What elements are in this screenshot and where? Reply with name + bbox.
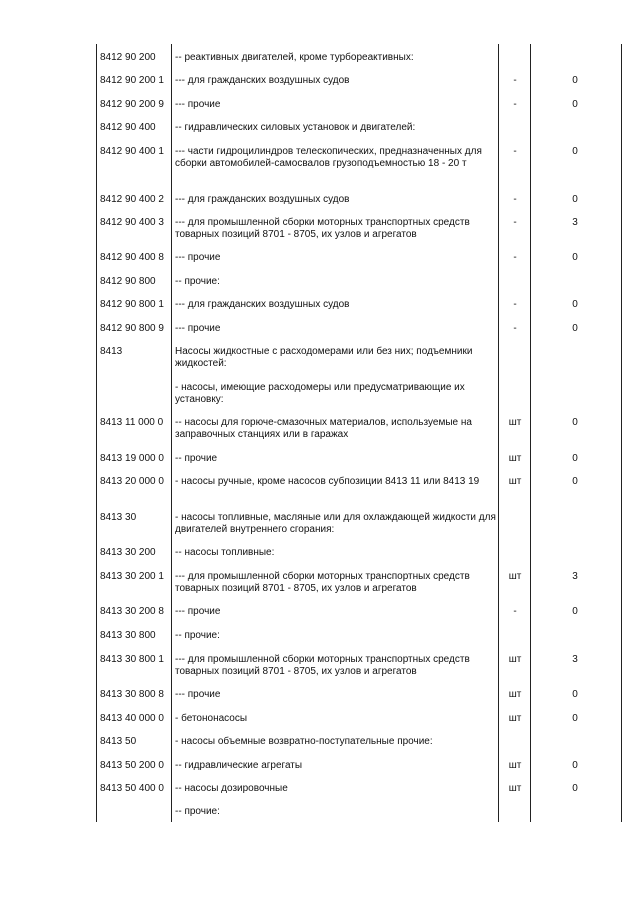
description-paragraph: -- гидравлические агрегаты (175, 760, 303, 771)
description-paragraph: Насосы жидкостные с расходомерами или без них; подъемники жидкостей: (175, 346, 473, 369)
description-paragraph: --- прочие (175, 323, 221, 334)
goods-description (175, 606, 497, 618)
goods-description (175, 654, 497, 678)
description-paragraph: -- гидравлических силовых установок и двигателей: (175, 122, 416, 133)
goods-description (175, 146, 497, 170)
tnved-code: 8413 50 200 0 (100, 760, 164, 771)
goods-description (175, 476, 497, 488)
tnved-code: 8412 90 400 8 (100, 252, 164, 263)
goods-description (175, 122, 497, 134)
tnved-code: 8413 30 200 8 (100, 606, 164, 617)
description-paragraph: --- для гражданских воздушных судов (175, 194, 350, 205)
description-paragraph: --- прочие (175, 252, 221, 263)
duty-rate: 0 (572, 476, 578, 487)
tnved-code: 8413 30 (100, 512, 137, 523)
goods-description (175, 252, 497, 264)
goods-description (175, 453, 497, 465)
tnved-code: 8412 90 400 (100, 122, 156, 133)
unit-of-measure: - (513, 323, 517, 334)
description-paragraph: -- насосы дозировочные (175, 783, 288, 794)
duty-rate: 0 (572, 299, 578, 310)
unit-of-measure: - (513, 217, 517, 228)
tnved-code: 8412 90 400 3 (100, 217, 164, 228)
goods-description (175, 323, 497, 335)
tnved-code: 8412 90 400 1 (100, 146, 164, 157)
column-divider (530, 44, 531, 822)
tnved-code: 8413 19 000 0 (100, 453, 164, 464)
unit-of-measure: шт (508, 453, 522, 464)
description-paragraph: --- для промышленной сборки моторных транспортных средств товарных позиций 8701 - 8705, их узлов и агрегатов (175, 571, 470, 594)
goods-description (175, 194, 497, 206)
goods-description (175, 299, 497, 311)
tnved-code: 8413 40 000 0 (100, 713, 164, 724)
description-paragraph: --- прочие (175, 689, 221, 700)
goods-description (175, 713, 497, 725)
description-paragraph: - насосы топливные, масляные или для охлаждающей жидкости для двигателей внутреннего сгорания: (175, 512, 496, 535)
tnved-code: 8413 30 200 1 (100, 571, 164, 582)
goods-description (175, 512, 497, 536)
description-paragraph: -- прочие: (175, 276, 220, 287)
unit-of-measure: - (513, 99, 517, 110)
unit-of-measure: шт (508, 417, 522, 428)
unit-of-measure: - (513, 194, 517, 205)
goods-description (175, 806, 497, 818)
tnved-code: 8412 90 200 9 (100, 99, 164, 110)
unit-of-measure: шт (508, 654, 522, 665)
tnved-code: 8413 50 400 0 (100, 783, 164, 794)
column-divider (498, 44, 499, 822)
duty-rate: 0 (572, 760, 578, 771)
tnved-code: 8412 90 800 (100, 276, 156, 287)
unit-of-measure: - (513, 606, 517, 617)
duty-rate: 0 (572, 783, 578, 794)
duty-rate: 0 (572, 323, 578, 334)
unit-of-measure: шт (508, 783, 522, 794)
column-divider (96, 44, 97, 822)
goods-description (175, 417, 497, 441)
tnved-code: 8413 30 200 (100, 547, 156, 558)
goods-description (175, 689, 497, 701)
unit-of-measure: шт (508, 476, 522, 487)
goods-description (175, 760, 497, 772)
duty-rate: 0 (572, 713, 578, 724)
description-paragraph: --- для промышленной сборки моторных транспортных средств товарных позиций 8701 - 8705, их узлов и агрегатов (175, 654, 470, 677)
tnved-code: 8412 90 800 1 (100, 299, 164, 310)
goods-description (175, 630, 497, 642)
description-paragraph: --- прочие (175, 99, 221, 110)
description-paragraph: --- прочие (175, 606, 221, 617)
unit-of-measure: шт (508, 713, 522, 724)
description-paragraph: -- насосы для горюче-смазочных материалов, используемые на заправочных станциях или в гаражах (175, 417, 472, 440)
tnved-code: 8412 90 800 9 (100, 323, 164, 334)
tnved-code: 8412 90 200 (100, 52, 156, 63)
description-paragraph: --- для гражданских воздушных судов (175, 75, 350, 86)
description-paragraph: - насосы объемные возвратно-поступательные прочие: (175, 736, 433, 747)
description-paragraph: -- прочие: (175, 630, 220, 641)
unit-of-measure: шт (508, 571, 522, 582)
goods-description (175, 217, 497, 241)
unit-of-measure: - (513, 75, 517, 86)
duty-rate: 0 (572, 417, 578, 428)
tnved-code: 8413 30 800 (100, 630, 156, 641)
unit-of-measure: - (513, 252, 517, 263)
column-divider (621, 44, 622, 822)
description-paragraph: - бетононасосы (175, 713, 248, 724)
column-divider (171, 44, 172, 822)
goods-description (175, 52, 497, 64)
tnved-code: 8412 90 400 2 (100, 194, 164, 205)
description-paragraph: --- для промышленной сборки моторных транспортных средств товарных позиций 8701 - 8705, их узлов и агрегатов (175, 217, 470, 240)
tnved-code: 8413 50 (100, 736, 137, 747)
duty-rate: 0 (572, 194, 578, 205)
goods-description (175, 75, 497, 87)
description-paragraph: -- реактивных двигателей, кроме турбореактивных: (175, 52, 414, 63)
goods-description (175, 736, 497, 748)
goods-description (175, 571, 497, 595)
unit-of-measure: шт (508, 689, 522, 700)
description-paragraph: -- прочие (175, 453, 218, 464)
description-paragraph: --- для гражданских воздушных судов (175, 299, 350, 310)
unit-of-measure: - (513, 146, 517, 157)
tnved-code: 8413 20 000 0 (100, 476, 164, 487)
goods-description (175, 276, 497, 288)
goods-description (175, 547, 497, 559)
goods-description (175, 99, 497, 111)
duty-rate: 0 (572, 689, 578, 700)
tnved-code: 8413 (100, 346, 123, 357)
duty-rate: 0 (572, 453, 578, 464)
duty-rate: 0 (572, 75, 578, 86)
duty-rate: 3 (572, 571, 578, 582)
description-paragraph: - насосы, имеющие расходомеры или предусматривающие их установку: (175, 382, 465, 405)
description-paragraph: -- насосы топливные: (175, 547, 275, 558)
duty-rate: 0 (572, 99, 578, 110)
goods-description (175, 346, 497, 406)
unit-of-measure: шт (508, 760, 522, 771)
tnved-code: 8413 11 000 0 (100, 417, 164, 428)
duty-rate: 0 (572, 146, 578, 157)
tnved-code: 8413 30 800 8 (100, 689, 164, 700)
description-paragraph: --- части гидроцилиндров телескопических, предназначенных для сборки автомобилей-самосвалов грузоподъемностью 18 - 20 т (175, 146, 482, 169)
duty-rate: 0 (572, 606, 578, 617)
duty-rate: 0 (572, 252, 578, 263)
tnved-code: 8412 90 200 1 (100, 75, 164, 86)
description-paragraph: - насосы ручные, кроме насосов субпозиции 8413 11 или 8413 19 (175, 476, 480, 487)
duty-rate: 3 (572, 217, 578, 228)
duty-rate: 3 (572, 654, 578, 665)
description-paragraph: -- прочие: (175, 806, 220, 817)
unit-of-measure: - (513, 299, 517, 310)
goods-description (175, 783, 497, 795)
tnved-code: 8413 30 800 1 (100, 654, 164, 665)
